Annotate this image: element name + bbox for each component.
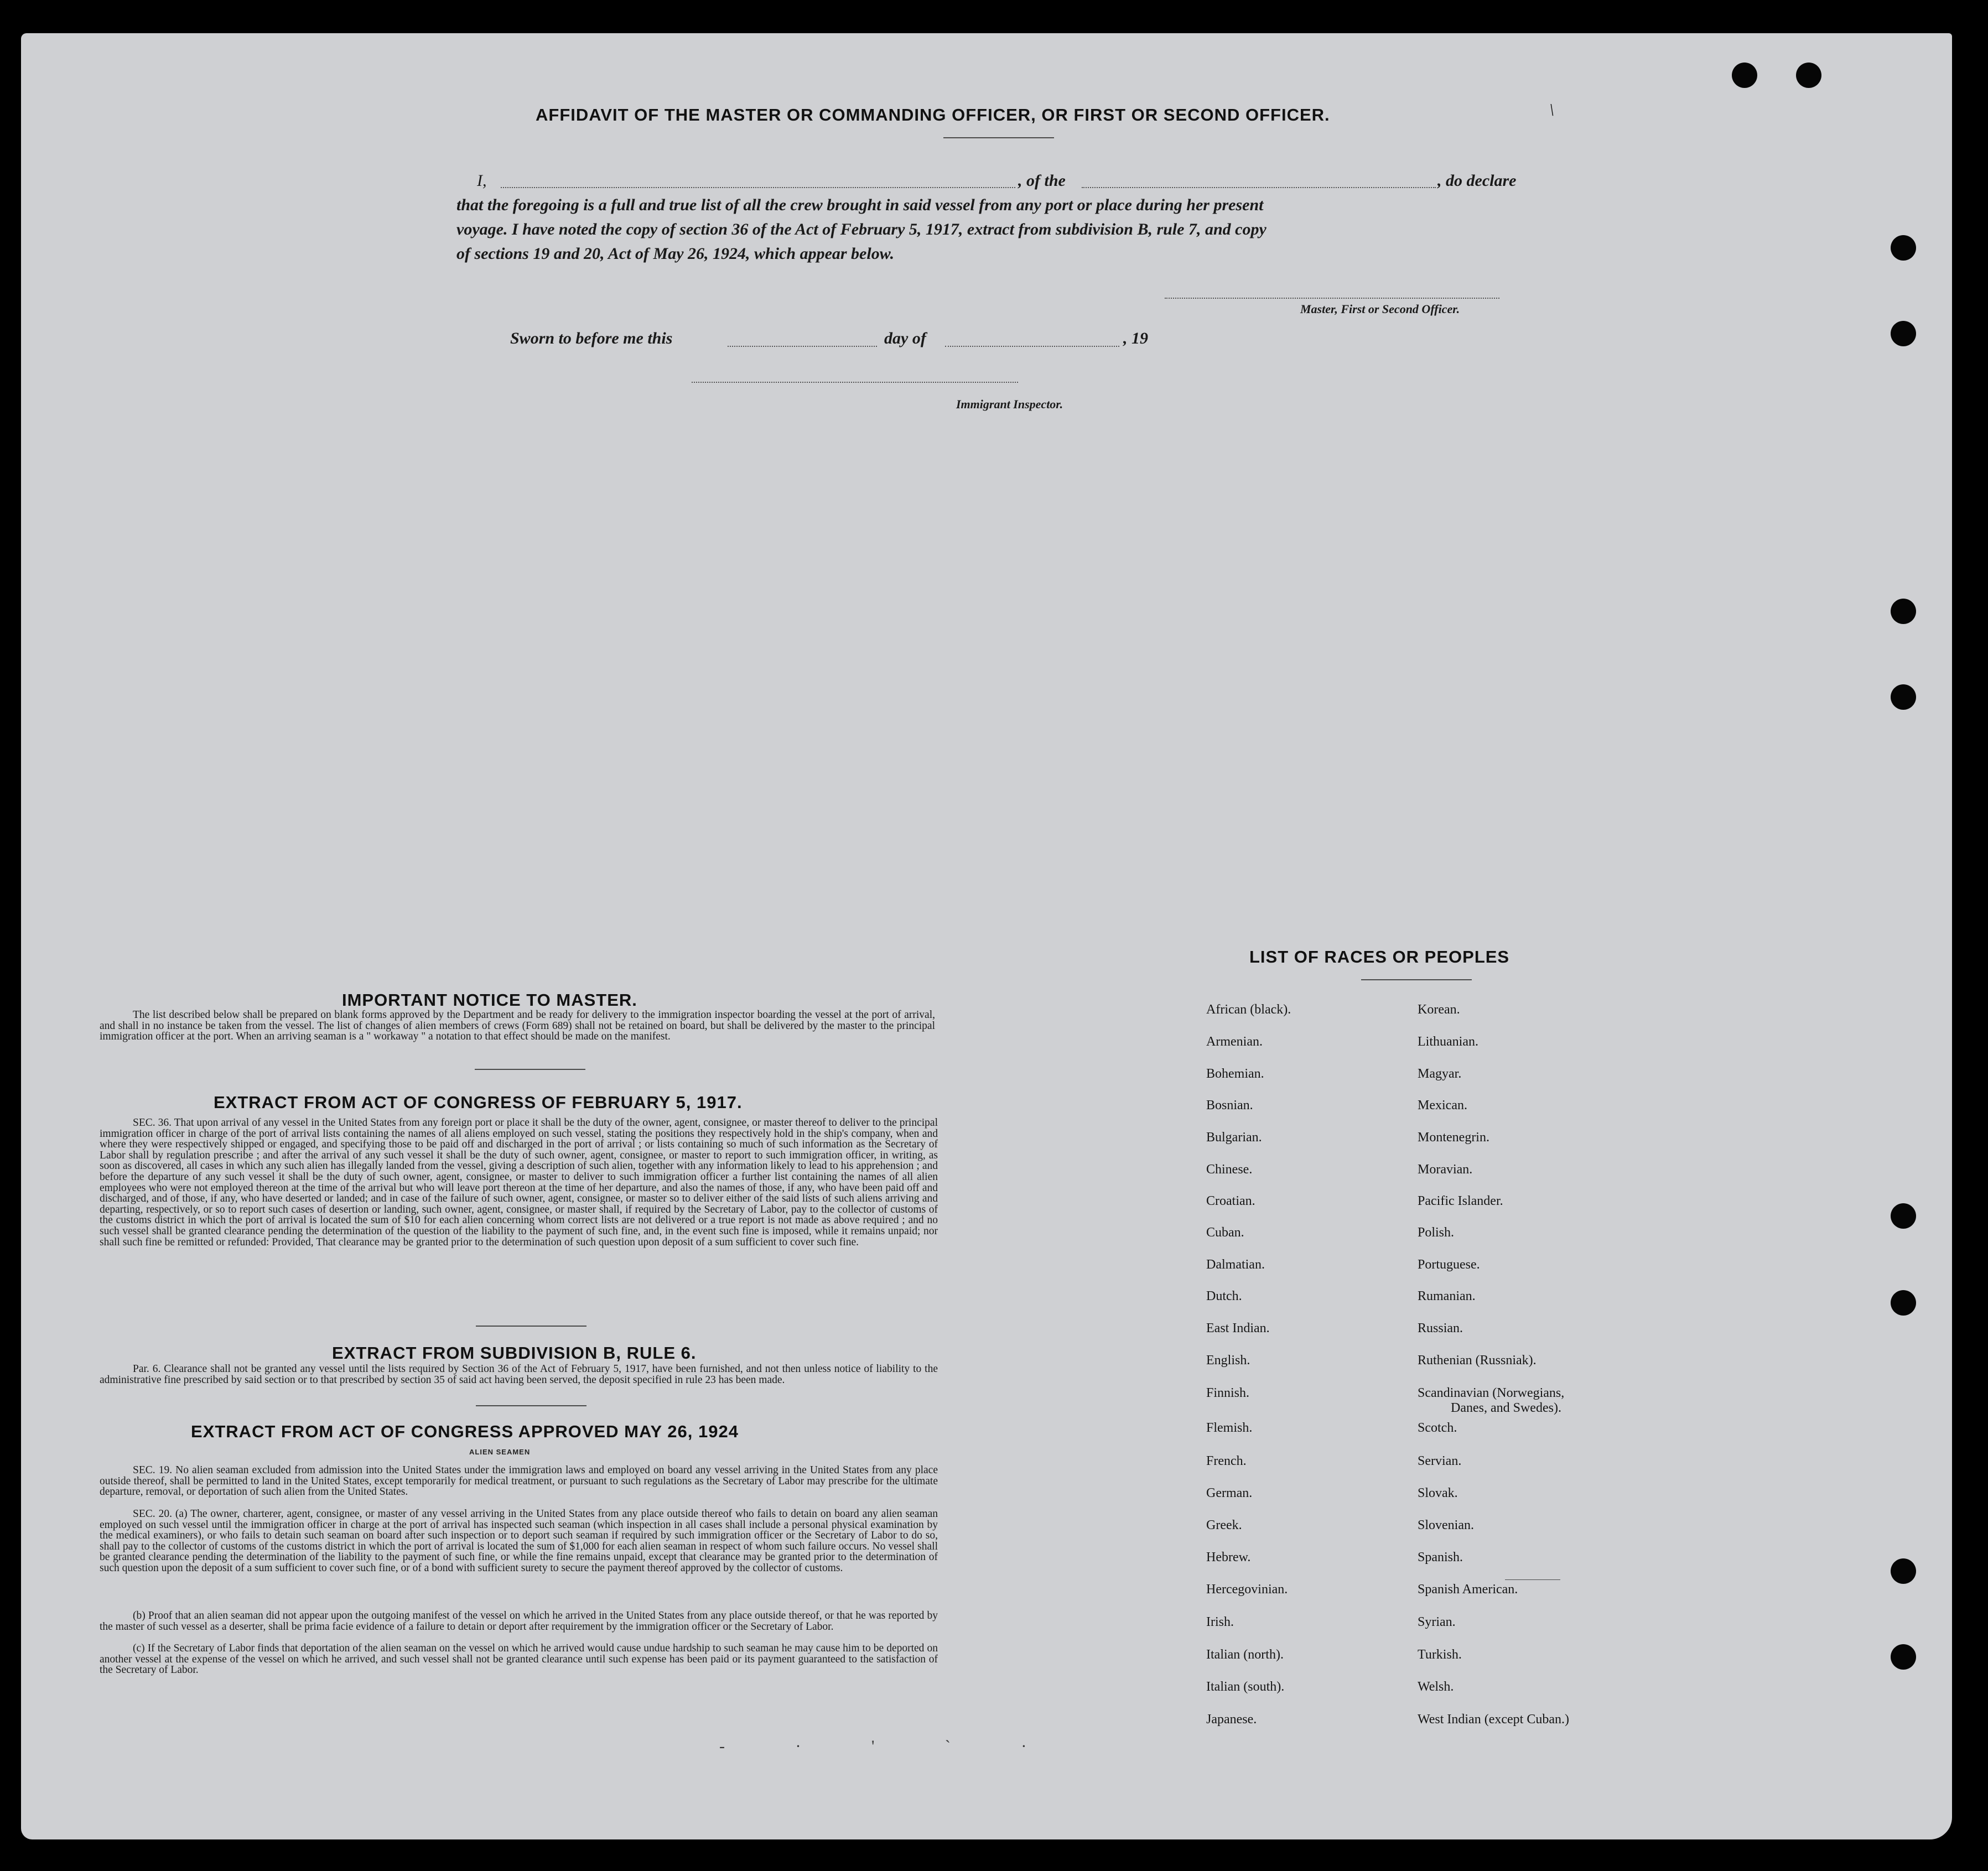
- race-item: Russian.: [1418, 1321, 1463, 1335]
- race-item: Bohemian.: [1206, 1067, 1264, 1081]
- race-item: Scotch.: [1418, 1421, 1457, 1435]
- extract-rule6-title: EXTRACT FROM SUBDIVISION B, RULE 6.: [332, 1343, 697, 1363]
- affidavit-do-declare-label: , do declare: [1437, 171, 1517, 190]
- race-item: Irish.: [1206, 1615, 1234, 1629]
- extract-1924-sec20b: (b) Proof that an alien seaman did not appear upon the outgoing manifest of the vessel on which he arrived in the United States from any place outside thereof, or that he was reported by the master of such vessel as a deserter, shall be prima facie evidence of a failure to detain or deport after requirement by the immigration officer or the Secretary of Labor.: [100, 1610, 938, 1633]
- punch-hole-right-5: [1891, 1203, 1916, 1229]
- race-item: Servian.: [1418, 1454, 1462, 1468]
- extract-1924-sec19: SEC. 19. No alien seaman excluded from admission into the United States under the immigration laws and employed on board any vessel arriving in the United States from any place outside thereof, shall be permitted to land in the United States, except temporarily for medical treatment, or pursuant to such regulations as the Secretary of Labor may prescribe for the ultimate departure, removal, or deportation of such alien from the United States.: [100, 1464, 938, 1498]
- races-title: LIST OF RACES OR PEOPLES: [1249, 947, 1510, 966]
- race-item: Ruthenian (Russniak).: [1418, 1353, 1537, 1368]
- race-item: Lithuanian.: [1418, 1035, 1478, 1049]
- race-item-continuation: Danes, and Swedes).: [1451, 1401, 1561, 1415]
- race-item: Cuban.: [1206, 1225, 1244, 1240]
- affidavit-title-rule: [943, 137, 1054, 138]
- race-item: Italian (north).: [1206, 1647, 1284, 1662]
- divider-1: [475, 1069, 585, 1070]
- race-item: Dutch.: [1206, 1289, 1242, 1303]
- race-item: Greek.: [1206, 1518, 1242, 1532]
- punch-hole-right-4: [1891, 684, 1916, 710]
- race-item: Flemish.: [1206, 1421, 1253, 1435]
- race-item: Spanish American.: [1418, 1582, 1518, 1597]
- race-item: Korean.: [1418, 1002, 1460, 1017]
- race-item: Mexican.: [1418, 1098, 1467, 1113]
- race-item: Italian (south).: [1206, 1680, 1285, 1694]
- master-signature-field[interactable]: [1165, 298, 1499, 299]
- stray-marks: - · ' ` ·: [719, 1737, 1060, 1755]
- inspector-label: Immigrant Inspector.: [956, 397, 1063, 411]
- race-item: German.: [1206, 1486, 1253, 1500]
- race-item: Welsh.: [1418, 1680, 1454, 1694]
- extract-1917-title: EXTRACT FROM ACT OF CONGRESS OF FEBRUARY 5, 1917.: [214, 1093, 743, 1112]
- race-item: Montenegrin.: [1418, 1130, 1489, 1145]
- race-item: Turkish.: [1418, 1647, 1462, 1662]
- affidavit-line-2: that the foregoing is a full and true list of all the crew brought in said vessel from any port or place during her present: [456, 196, 1264, 214]
- race-item: Chinese.: [1206, 1162, 1253, 1177]
- race-item: [1418, 1386, 1564, 1416]
- race-item: Bosnian.: [1206, 1098, 1253, 1113]
- race-item: Rumanian.: [1418, 1289, 1476, 1303]
- race-item: Croatian.: [1206, 1194, 1255, 1208]
- divider-3: [476, 1405, 586, 1406]
- punch-hole-right-3: [1891, 599, 1916, 624]
- corner-mark: \: [1549, 100, 1554, 119]
- punch-hole-right-7: [1891, 1558, 1916, 1584]
- race-item: Hebrew.: [1206, 1550, 1251, 1565]
- race-item: Spanish.: [1418, 1550, 1463, 1565]
- year-label: , 19: [1123, 329, 1148, 347]
- sworn-label: Sworn to before me this: [510, 329, 673, 347]
- race-item: Finnish.: [1206, 1386, 1250, 1400]
- race-item: Syrian.: [1418, 1615, 1456, 1629]
- sworn-day-field[interactable]: [728, 346, 877, 347]
- race-item: Armenian.: [1206, 1035, 1263, 1049]
- punch-hole-right-6: [1891, 1290, 1916, 1316]
- master-signature-label: Master, First or Second Officer.: [1300, 302, 1460, 316]
- punch-hole-right-2: [1891, 321, 1916, 346]
- extract-1917-text: SEC. 36. That upon arrival of any vessel in the United States from any foreign port or place it shall be the duty of the owner, agent, consignee, or master thereof to deliver to the principal immigration officer in charge of the port of arrival lists containing the names of all aliens employed on such vessel, stating the positions they respectively hold in the ship's company, when and where they were respectively shipped or engaged, and specifying those to be paid off and discharged in the port of arrival ; or lists containing so much of such information as the Secretary of Labor shall by regulation prescribe ; and after the arrival of any such vessel it shall be the duty of such owner, agent, consignee, or master to report to such immigration officer, in writing, as soon as discovered, all cases in which any such alien has illegally landed from the vessel, giving a description of such alien, together with any information likely to lead to his apprehension ; and before the departure of any such vessel it shall be the duty of such owner, agent, consignee, or master to deliver to such immigration officer a further list containing the names of all alien employees who were not employed thereon at the time of the arrival but who will leave port thereon at the time of her departure, and also the names of those, if any, who have been paid off and discharged, and of those, if any, who have deserted or landed; and in case of the failure of such owner, agent, consignee, or master so to deliver either of the said lists of such aliens arriving and departing, respectively, or so to report such cases of desertion or landing, such owner, agent, consignee, or master shall, if required by the Secretary of Labor, pay to the collector of customs of the customs district in which the port of arrival is located the sum of $10 for each alien concerning whom correct lists are not delivered or a true report is not made as above required ; and no such vessel shall be granted clearance pending the determination of the question of the liability to the payment of such fine, and, in the event such fine is imposed, while it remains unpaid; nor shall such fine be remitted or refunded: Provided, That clearance may be granted prior to the determination of such question upon deposit of a sum sufficient to cover such fine.: [100, 1117, 938, 1248]
- races-title-rule: [1361, 979, 1472, 980]
- extract-1924-sec20a: SEC. 20. (a) The owner, charterer, agent, consignee, or master of any vessel arriving in the United States from any place outside thereof who fails to detain on board any alien seaman employed on such vessel until the immigration officer in charge at the port of arrival has inspected such seaman (which inspection in all cases shall include a personal physical examination by the medical examiners), or who fails to detain such seaman on board after such inspection or to deport such seaman if required by such immigration officer or the Secretary of Labor to do so, shall pay to the collector of customs of the customs district in which the port of arrival is located the sum of $1,000 for each alien seaman in respect of whom such failure occurs. No vessel shall be granted clearance pending the determination of the liability to the payment of such fine, or while the fine remains unpaid, except that clearance may be granted prior to the determination of such question upon the deposit of a sum sufficient to cover such fine, or of a bond with sufficient surety to secure the payment thereof approved by the collector of customs.: [100, 1508, 938, 1574]
- race-item-line: Scandinavian (Norwegians,: [1418, 1386, 1565, 1400]
- race-item: West Indian (except Cuban.): [1418, 1712, 1569, 1727]
- race-item: Magyar.: [1418, 1067, 1462, 1081]
- race-item: Pacific Islander.: [1418, 1194, 1503, 1208]
- race-item: Hercegovinian.: [1206, 1582, 1288, 1597]
- race-item: Portuguese.: [1418, 1257, 1480, 1272]
- race-item: Slovenian.: [1418, 1518, 1474, 1532]
- extract-rule6-text: Par. 6. Clearance shall not be granted any vessel until the lists required by Section 36 of the Act of February 5, 1917, have been furnished, and not then unless notice of liability to the administrative fine prescribed by said section or to that prescribed by section 35 of said act having been served, the deposit specified in rule 23 has been made.: [100, 1363, 938, 1386]
- affidavit-of-the-label: , of the: [1018, 171, 1066, 190]
- race-item: Polish.: [1418, 1225, 1455, 1240]
- race-item: Japanese.: [1206, 1712, 1257, 1727]
- punch-hole-right-1: [1891, 235, 1916, 261]
- notice-text: The list described below shall be prepared on blank forms approved by the Department and be ready for delivery to the immigration inspector boarding the vessel at the port of arrival, and shall in no instance be taken from the vessel. The list of changes of alien members of crews (Form 689) shall not be retained on board, but shall be delivered by the master to the principal immigration officer at the port. When an arriving seaman is a " workaway " a notation to that effect should be made on the manifest.: [100, 1009, 935, 1043]
- affidavit-title: AFFIDAVIT OF THE MASTER OR COMMANDING OFFICER, OR FIRST OR SECOND OFFICER.: [536, 105, 1330, 124]
- affidavit-name-field[interactable]: [501, 187, 1015, 188]
- extract-1924-title: EXTRACT FROM ACT OF CONGRESS APPROVED MAY 26, 1924: [191, 1422, 739, 1441]
- punch-hole-top-right: [1796, 63, 1821, 88]
- inspector-signature-field[interactable]: [692, 382, 1018, 383]
- affidavit-line-4: of sections 19 and 20, Act of May 26, 1924, which appear below.: [456, 245, 895, 263]
- race-item: East Indian.: [1206, 1321, 1270, 1335]
- extract-1924-subtitle: ALIEN SEAMEN: [469, 1448, 531, 1456]
- race-item: Slovak.: [1418, 1486, 1458, 1500]
- race-item: English.: [1206, 1353, 1250, 1368]
- sworn-month-field[interactable]: [945, 346, 1119, 347]
- affidavit-line-3: voyage. I have noted the copy of section 36 of the Act of February 5, 1917, extract from subdivision B, rule 7, and copy: [456, 220, 1266, 238]
- notice-title: IMPORTANT NOTICE TO MASTER.: [342, 990, 637, 1010]
- race-item: Bulgarian.: [1206, 1130, 1262, 1145]
- punch-hole-right-8: [1891, 1644, 1916, 1670]
- spanish-american-underline: [1505, 1579, 1560, 1580]
- extract-1924-sec20c: (c) If the Secretary of Labor finds that deportation of the alien seaman on the vessel on which he arrived would cause undue hardship to such seaman he may cause him to be deported on another vessel at the expense of the vessel on which he arrived, and such vessel shall not be granted clearance until such expense has been paid or its payment guaranteed to the satisfaction of the Secretary of Labor.: [100, 1643, 938, 1676]
- race-item: Moravian.: [1418, 1162, 1473, 1177]
- race-item: Dalmatian.: [1206, 1257, 1265, 1272]
- affidavit-vessel-field[interactable]: [1082, 187, 1436, 188]
- race-item: African (black).: [1206, 1002, 1291, 1017]
- punch-hole-top-left: [1732, 63, 1757, 88]
- affidavit-i-label: I,: [477, 171, 487, 190]
- divider-2: [476, 1326, 586, 1327]
- day-of-label: day of: [884, 329, 926, 347]
- race-item: French.: [1206, 1454, 1247, 1468]
